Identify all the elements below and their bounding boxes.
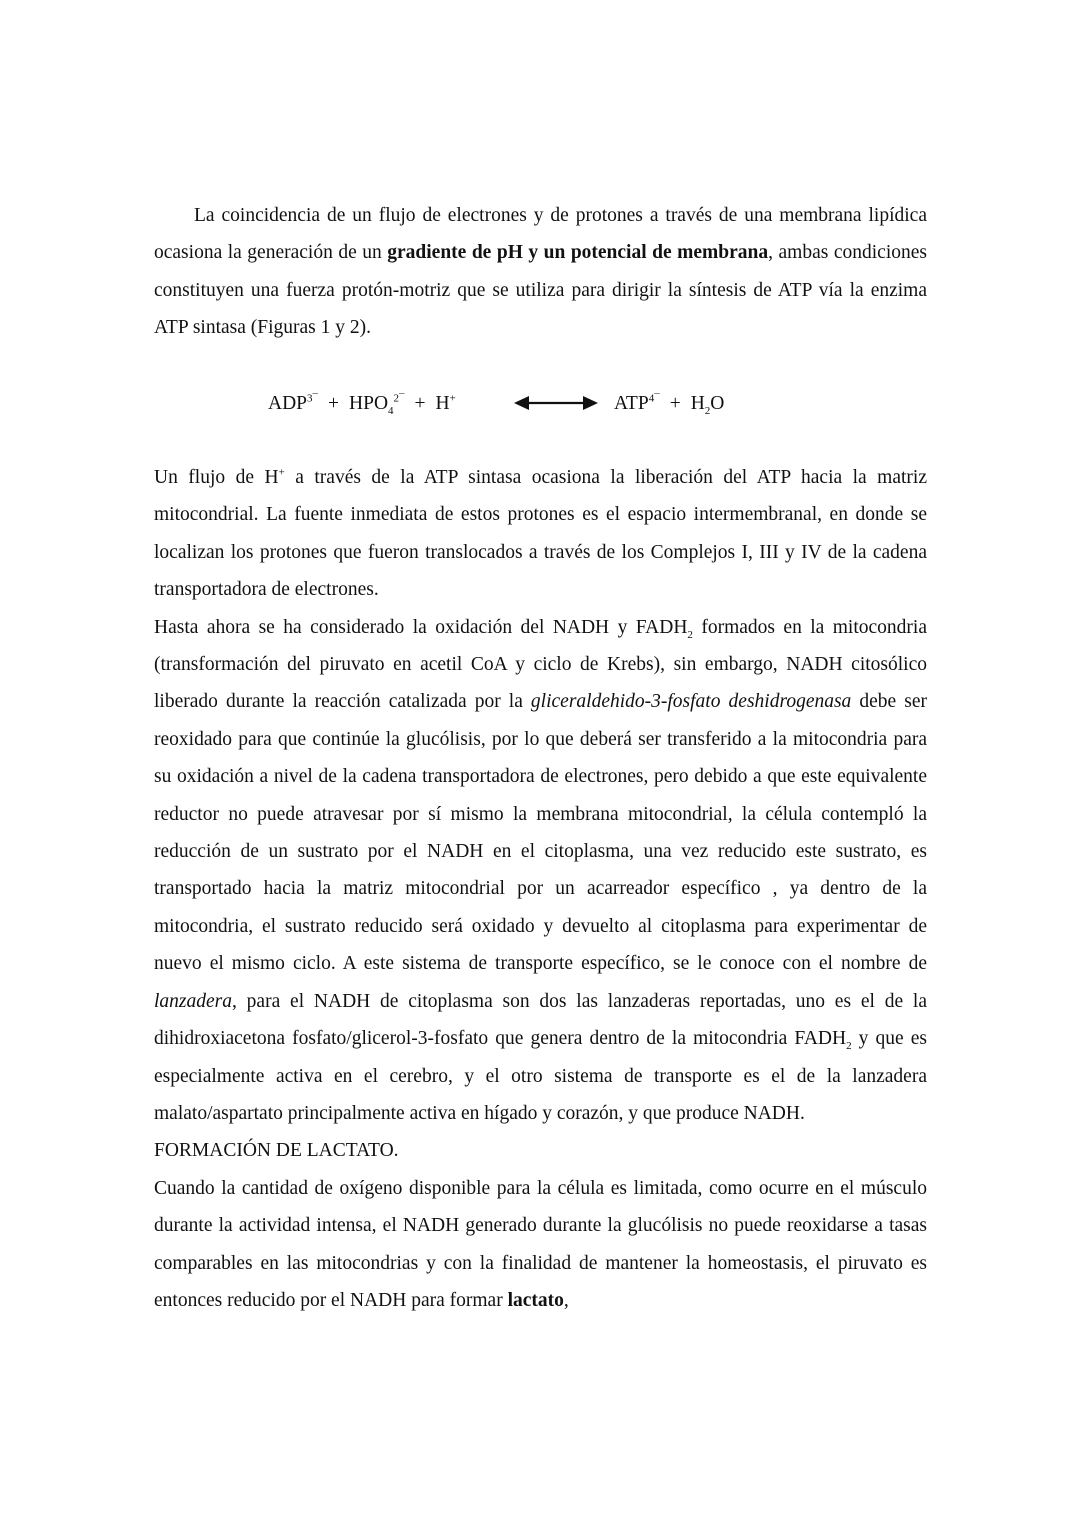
main-section — [154, 459, 927, 1319]
double-headed-arrow-icon — [514, 394, 598, 412]
bold-term-gradient: gradiente de pH y un potencial de membrana — [387, 242, 769, 264]
section-heading-lactate: FORMACIÓN DE LACTATO. — [154, 1140, 399, 1162]
atp-synthesis-equation — [268, 384, 788, 424]
italic-enzyme-name: gliceraldehido-3-fosfato deshidrogenasa — [530, 691, 852, 713]
italic-term-lanzadera: lanzadera — [154, 990, 232, 1012]
equation-products: $ATP^{4¯} + H_2O$ — [614, 392, 725, 417]
paragraph-nadh-shuttles: Hasta ahora se ha considerado la oxidación del NADH y $FADH_2$ formados en la mitocondria (transformación del piruvato en acetil CoA y ciclo de Krebs), sin embargo, NADH citosólico liberado durante la reacción catalizada por la gliceraldehido-3-fosfato deshidrogenasa debe ser reoxidado para que continúe la glucólisis, por lo que deberá ser transferido a la mitocondria para su oxidación a nivel de la cadena transportadora de electrones, pero debido a que este equivalente reductor no puede atravesar por sí mismo la membrana mitocondrial, la célula contempló la reducción de un sustrato por el NADH en el citoplasma, una vez reducido este sustrato, es transportado hacia la matriz mitocondrial por un acarreador específico , ya dentro de la mitocondria, el sustrato reducido será oxidado y devuelto al citoplasma para experimentar de nuevo el mismo ciclo. A este sistema de transporte específico, se le conoce con el nombre de lanzadera, para el NADH de citoplasma son dos las lanzaderas reportadas, uno es el de la dihidroxiacetona fosfato/glicerol-3-fosfato que genera dentro de la mitocondria $FADH_2$ y que es especialmente activa en el cerebro, y el otro sistema de transporte es el de la lanzadera malato/aspartato principalmente activa en hígado y corazón, y que produce NADH. — [154, 616, 927, 1124]
intro-section — [154, 197, 927, 347]
paragraph-proton-motive-force: La coincidencia de un flujo de electrones y de protones a través de una membrana lipídica ocasiona la generación de un gradiente de pH y un potencial de membrana, ambas condiciones constituyen una fuerza protón-motriz que se utiliza para dirigir la síntesis de ATP vía la enzima ATP sintasa (Figuras 1 y 2). — [154, 205, 927, 339]
bold-term-lactato: lactato — [507, 1289, 564, 1311]
equation-reactants: $ADP^{3¯} + HPO_4^{2¯} + H^+$ — [268, 392, 456, 417]
paragraph-proton-flow: Un flujo de H+ a través de la ATP sintasa ocasiona la liberación del ATP hacia la matriz mitocondrial. La fuente inmediata de estos protones es el espacio intermembranal, en donde se localizan los protones que fueron translocados a través de los Complejos I, III y IV de la cadena transportadora de electrones. — [154, 466, 927, 601]
paragraph-lactate-formation: Cuando la cantidad de oxígeno disponible para la célula es limitada, como ocurre en el músculo durante la actividad intensa, el NADH generado durante la glucólisis no puede reoxidarse a tasas comparables en las mitocondrias y con la finalidad de mantener la homeostasis, el piruvato es entonces reducido por el NADH para formar lactato, — [154, 1177, 927, 1311]
